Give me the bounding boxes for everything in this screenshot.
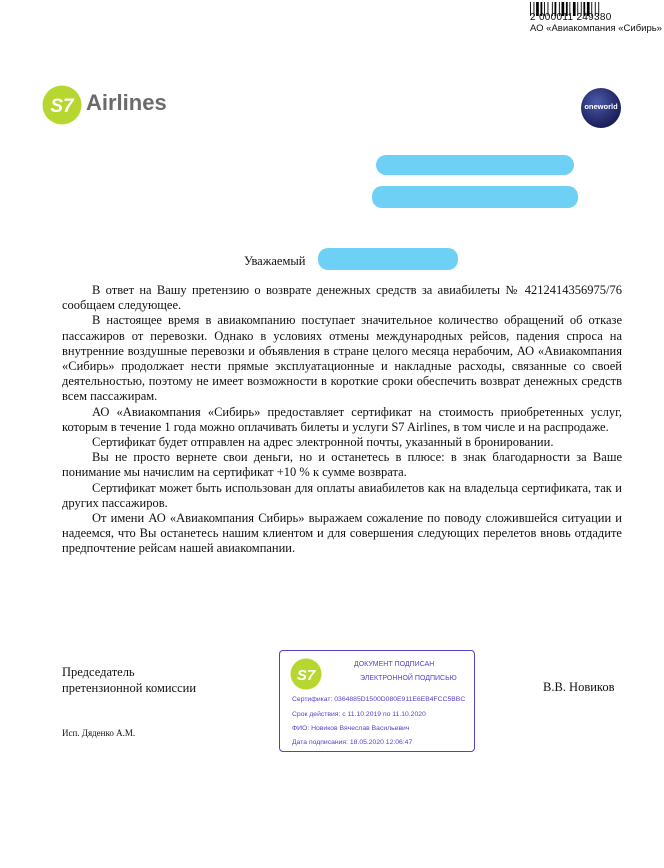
signatory-title-line-2: претензионной комиссии <box>62 681 197 695</box>
signatory-title-line-1: Председатель <box>62 665 135 679</box>
paragraph: От имени АО «Авиакомпания Сибирь» выражаем сожаление по поводу сложившейся ситуации и надеемся, что Вы останетесь нашим клиентом и для совершения следующих перелетов вновь отдадите предпочтение рейсам нашей авиакомпании. <box>62 511 622 556</box>
stamp-validity: Срок действия: с 11.10.2019 по 11.10.2020 <box>292 711 426 718</box>
header-company-name: АО «Авиакомпания «Сибирь» <box>530 23 662 34</box>
stamp-heading-1: ДОКУМЕНТ ПОДПИСАН <box>354 661 435 668</box>
signatory-title <box>62 664 196 696</box>
stamp-heading-2: ЭЛЕКТРОННОЙ ПОДПИСЬЮ <box>360 675 457 682</box>
stamp-certificate: Сертификат: 0364885D1500D080E911E6EB4FCC5BBC <box>292 696 466 703</box>
redacted-recipient-name <box>318 248 458 270</box>
oneworld-label: oneworld <box>584 102 618 111</box>
paragraph: АО «Авиакомпания «Сибирь» предоставляет сертификат на стоимость приобретенных услуг, которым в течение 1 года можно оплачивать билеты и услуги S7 Airlines, в том числе и на распродаже. <box>62 404 622 434</box>
greeting: Уважаемый <box>244 254 306 268</box>
letter-body <box>62 283 622 557</box>
redacted-address-line-2 <box>372 186 578 208</box>
svg-text:S7: S7 <box>296 667 316 684</box>
s7-logo-icon <box>42 85 82 125</box>
paragraph: Вы не просто вернете свои деньги, но и останетесь в плюсе: в знак благодарности за Ваше понимание мы начислим на сертификат +10 % к сумме возврата. <box>62 450 622 480</box>
electronic-signature-stamp <box>279 650 475 752</box>
airlines-wordmark: Airlines <box>86 90 167 115</box>
svg-text:S7: S7 <box>50 96 74 117</box>
executor-name: Исп. Дяденко А.М. <box>62 728 136 738</box>
stamp-signed-date: Дата подписания: 18.05.2020 12:06:47 <box>292 739 413 746</box>
oneworld-logo-icon <box>581 88 621 128</box>
redacted-address-line-1 <box>376 155 574 175</box>
signatory-name: В.В. Новиков <box>543 680 615 694</box>
paragraph: Сертификат может быть использован для оплаты авиабилетов как на владельца сертификата, так и других пассажиров. <box>62 480 622 510</box>
paragraph: Сертификат будет отправлен на адрес электронной почты, указанный в бронировании. <box>92 435 554 450</box>
stamp-fio: ФИО: Новиков Вячеслав Васильевич <box>292 725 410 732</box>
paragraph: В ответ на Вашу претензию о возврате денежных средств за авиабилеты № 4212414356975/76 сообщаем следующее. <box>62 283 622 313</box>
paragraph: В настоящее время в авиакомпанию поступает значительное количество обращений об отказе пассажиров от перевозки. Однако в условиях отмены международных рейсов, падения спроса на внутренние воздушные перевозки и объявления в стране целого месяца нерабочим, АО «Авиакомпания «Сибирь» продолжает нести прямые эксплуатационные и накладные расходы, связанные со своей деятельностью, поэтому не имеет возможности в короткие сроки обеспечить возврат денежных средств всем пассажирам. <box>62 313 622 404</box>
stamp-s7-logo-icon <box>290 658 322 690</box>
barcode-number: 2 000011 249380 <box>530 12 612 23</box>
